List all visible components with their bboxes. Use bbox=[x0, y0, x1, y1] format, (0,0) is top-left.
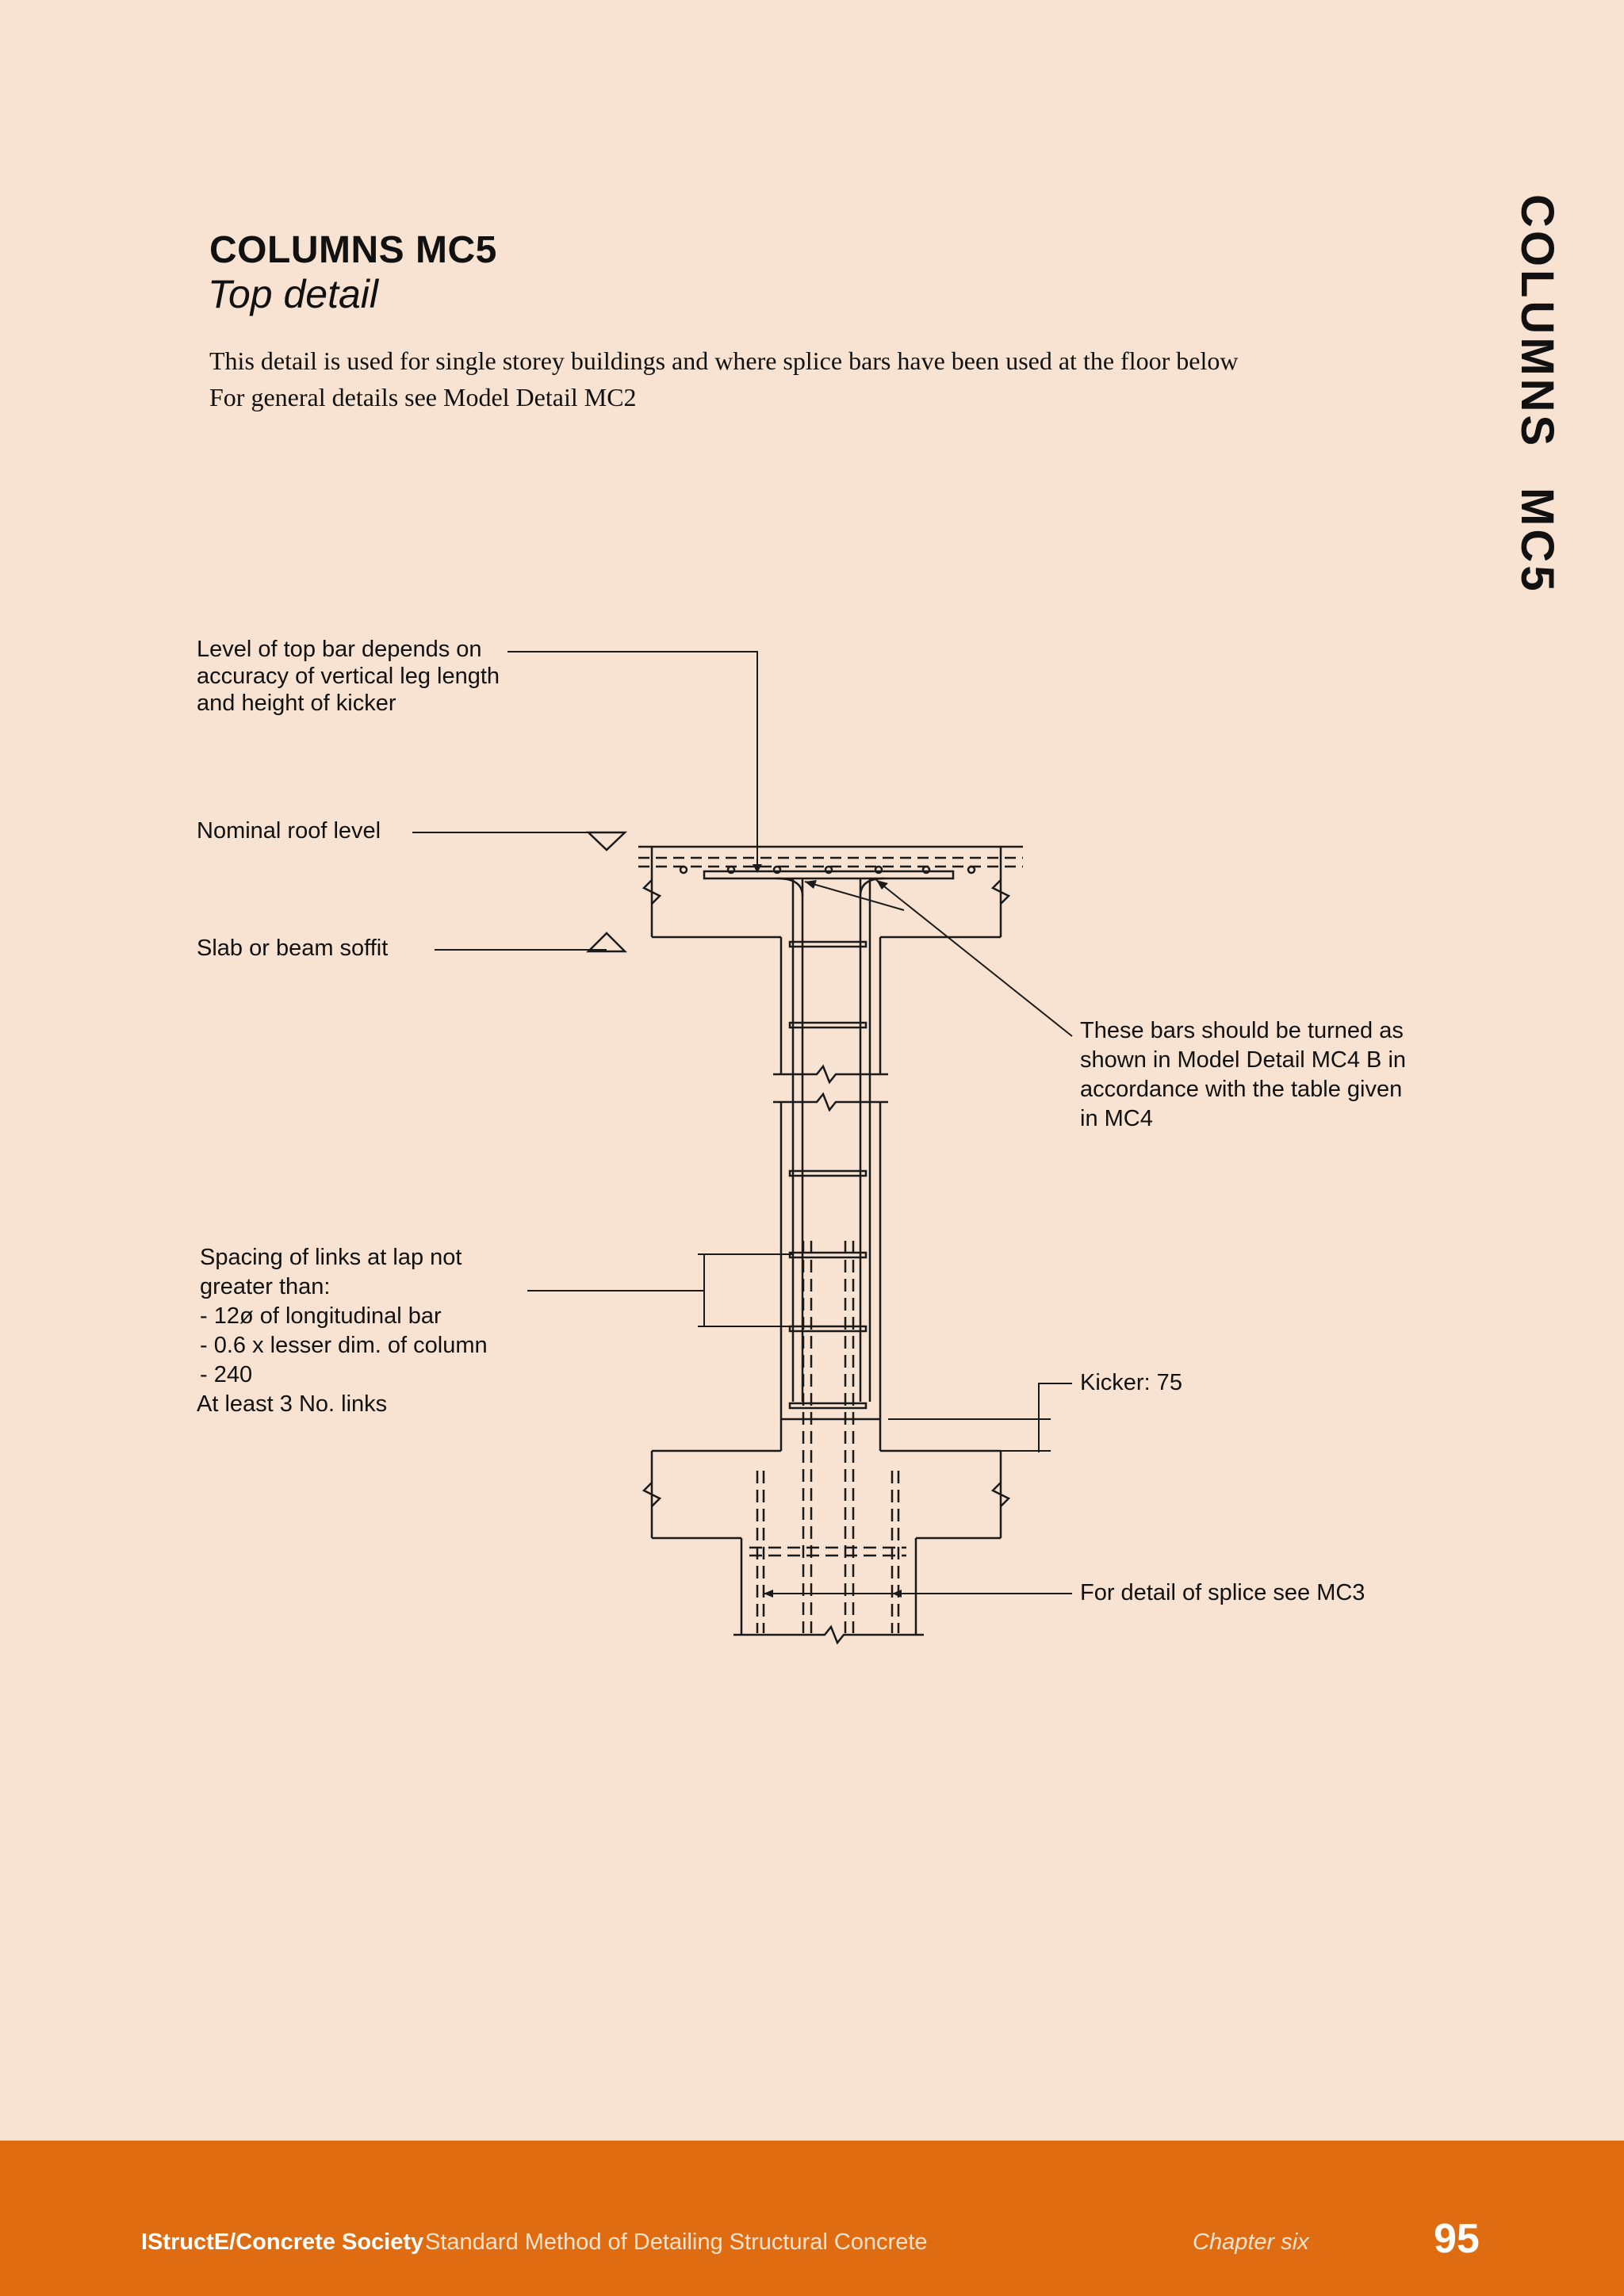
intro-line: For general details see Model Detail MC2 bbox=[209, 383, 637, 411]
soffit-label: Slab or beam soffit bbox=[197, 936, 389, 961]
level-symbols bbox=[588, 832, 625, 951]
page-subtitle: Top detail bbox=[208, 272, 378, 316]
note-line: - 240 bbox=[200, 1362, 253, 1387]
note-line: accuracy of vertical leg length bbox=[197, 664, 500, 689]
note-line: Spacing of links at lap not bbox=[200, 1245, 462, 1270]
note-line: greater than: bbox=[200, 1274, 331, 1299]
main-bars bbox=[777, 878, 884, 1402]
splice-bars bbox=[749, 1241, 906, 1633]
note-line: - 12ø of longitudinal bar bbox=[200, 1303, 442, 1329]
side-tab-code: MC5 bbox=[1511, 488, 1563, 595]
roof-slab bbox=[638, 847, 1023, 937]
note-line: At least 3 No. links bbox=[197, 1391, 388, 1417]
column-faces bbox=[781, 937, 880, 1419]
turned-bars-note bbox=[1080, 1016, 1406, 1134]
note-line: and height of kicker bbox=[197, 691, 396, 716]
note-line: Level of top bar depends on bbox=[197, 637, 482, 662]
splice-label: For detail of splice see MC3 bbox=[1080, 1580, 1365, 1605]
link-spacing-note bbox=[197, 1243, 488, 1419]
footer-band bbox=[0, 2141, 1624, 2296]
note-line: These bars should be turned as bbox=[1080, 1018, 1404, 1043]
column-links bbox=[790, 942, 866, 1408]
top-bar bbox=[680, 867, 975, 878]
side-tab-section: COLUMNS bbox=[1511, 194, 1563, 450]
footer-chapter: Chapter six bbox=[1193, 2229, 1309, 2255]
leader-lines bbox=[412, 652, 1072, 1594]
kicker-label: Kicker: 75 bbox=[1080, 1370, 1182, 1395]
footer-book-title: Standard Method of Detailing Structural Concrete bbox=[425, 2229, 928, 2255]
top-bar-level-note bbox=[197, 636, 500, 717]
note-line: - 0.6 x lesser dim. of column bbox=[200, 1333, 488, 1358]
kicker-and-floor bbox=[644, 1419, 1009, 1643]
note-line: in MC4 bbox=[1080, 1106, 1153, 1131]
note-line: shown in Model Detail MC4 B in bbox=[1080, 1047, 1407, 1073]
footer-org: IStructE/Concrete Society bbox=[141, 2229, 424, 2255]
intro-line: This detail is used for single storey buildings and where splice bars have been used at the floor below bbox=[209, 346, 1239, 375]
roof-level-label: Nominal roof level bbox=[197, 818, 381, 844]
note-line: accordance with the table given bbox=[1080, 1077, 1403, 1102]
page-number: 95 bbox=[1434, 2216, 1480, 2262]
page-title: COLUMNS MC5 bbox=[209, 229, 497, 271]
